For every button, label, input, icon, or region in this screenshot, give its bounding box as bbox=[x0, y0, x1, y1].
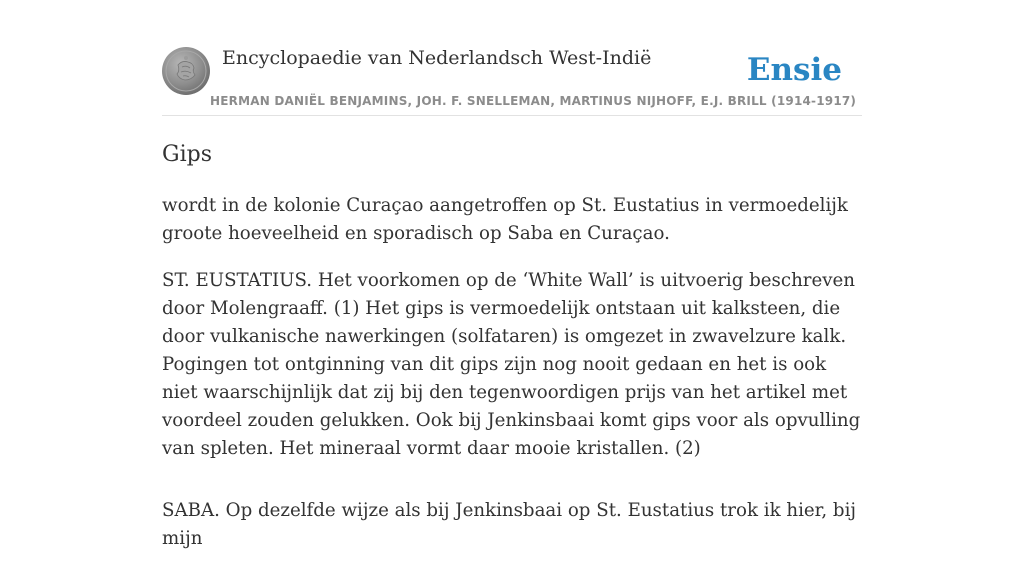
entry-body bbox=[162, 192, 862, 572]
entry-title: Gips bbox=[162, 142, 212, 167]
coin-emblem-icon[interactable] bbox=[162, 47, 210, 95]
paragraph-saba: SABA. Op dezelfde wijze als bij Jenkinsbaai op St. Eustatius trok ik hier, bij mijn bbox=[162, 500, 857, 549]
paragraph-st-eustatius: ST. EUSTATIUS. Het voorkomen op de ‘White Wall’ is uitvoerig beschreven door Molengraaff. (1) Het gips is vermoedelijk ontstaan uit kalksteen, die door vulkanische nawerkingen (solfataren) is omgezet in zwavelzure kalk. Pogingen tot ontginning van dit gips zijn nog nooit gedaan en het is ook niet waarschijnlijk dat zij bij den tegenwoordigen prijs van het artikel met voordeel zouden gelukken. Ook bij Jenkinsbaai komt gips voor als opvulling van spleten. Het mineraal vormt daar mooie kristallen. (2) bbox=[162, 270, 861, 459]
authors-line: HERMAN DANIËL BENJAMINS, JOH. F. SNELLEMAN, MARTINUS NIJHOFF, E.J. BRILL (1914-1917) bbox=[210, 94, 857, 108]
header bbox=[162, 0, 862, 116]
page bbox=[162, 0, 862, 549]
book-title[interactable]: Encyclopaedie van Nederlandsch West-Indië bbox=[222, 47, 652, 69]
paragraph-intro: wordt in de kolonie Curaçao aangetroffen op St. Eustatius in vermoedelijk groote hoeveelheid en sporadisch op Saba en Curaçao. bbox=[162, 195, 848, 244]
brand-logo[interactable]: Ensie bbox=[746, 52, 842, 88]
